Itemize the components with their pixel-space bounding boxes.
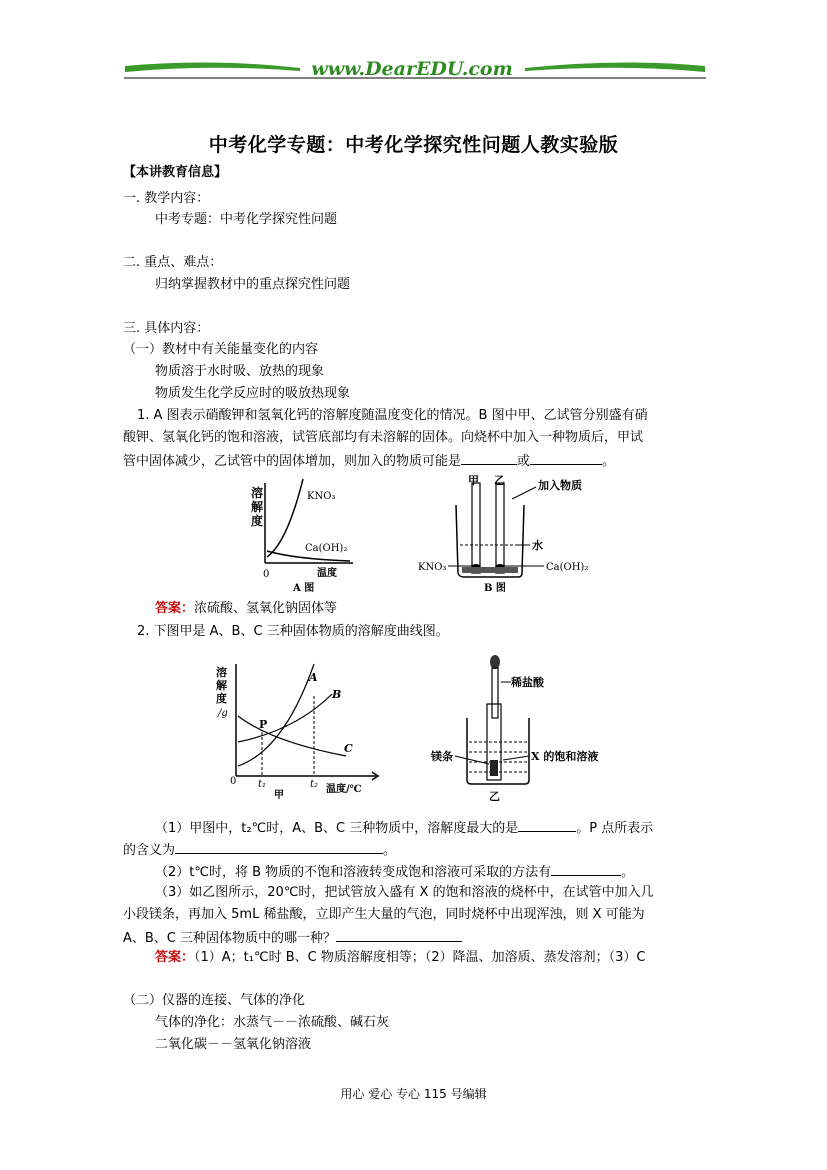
- q2-blank1[interactable]: [518, 817, 576, 832]
- svg-text:解: 解: [251, 500, 264, 514]
- svg-text:t₁: t₁: [258, 779, 267, 790]
- q1-answer: 答案：浓硫酸、氢氧化钠固体等: [155, 601, 338, 616]
- sub1-l2: 物质发生化学反应时的吸放热现象: [155, 386, 351, 401]
- svg-text:A: A: [309, 671, 318, 684]
- svg-text:Ca(OH)₂: Ca(OH)₂: [546, 562, 589, 573]
- s2-text: 归纳掌握教材中的重点探究性问题: [155, 277, 351, 292]
- s1-label: 一. 教学内容：: [123, 191, 210, 206]
- svg-text:温度/℃: 温度/℃: [326, 784, 362, 795]
- section-head: 【本讲教育信息】: [123, 165, 228, 180]
- svg-text:B 图: B 图: [484, 583, 506, 594]
- svg-text:t₂: t₂: [310, 779, 319, 790]
- tube-yi: [496, 483, 504, 573]
- tube-jia: [472, 483, 480, 573]
- q2-line1: 2. 下图甲是 A、B、C 三种固体物质的溶解度曲线图。: [137, 624, 449, 639]
- svg-text:B: B: [332, 688, 342, 701]
- svg-text:解: 解: [216, 679, 227, 692]
- sub2-label: （二）仪器的连接、气体的净化: [123, 993, 306, 1008]
- q2-p3-l1: （3）如乙图所示，20℃时，把试管放入盛有 X 的饱和溶液的烧杯中，在试管中加入几: [155, 885, 654, 900]
- svg-text:Ca(OH)₂: Ca(OH)₂: [305, 543, 348, 554]
- header-banner: [120, 52, 710, 84]
- q2-p1: （1）甲图中，t₂℃时，A、B、C 三种物质中，溶解度最大的是 。P 点所表示: [155, 817, 653, 839]
- s1-text: 中考专题：中考化学探究性问题: [155, 212, 338, 227]
- figure-jia: [212, 660, 392, 800]
- curve-c: [238, 716, 346, 756]
- page-title: 中考化学专题：中考化学探究性问题人教实验版: [208, 134, 619, 156]
- svg-text:X 的饱和溶液: X 的饱和溶液: [531, 750, 599, 763]
- figure-a: [225, 475, 365, 595]
- svg-text:KNO₃: KNO₃: [307, 491, 336, 502]
- sub2-l2: 二氧化碳－－氢氧化钠溶液: [155, 1037, 312, 1052]
- left-swoosh: [125, 62, 300, 72]
- q2-p2: （2）t℃时，将 B 物质的不饱和溶液转变成饱和溶液可采取的方法有 。: [155, 861, 634, 883]
- s3-label: 三. 具体内容：: [123, 321, 210, 336]
- svg-text:0: 0: [263, 569, 270, 580]
- svg-text:A 图: A 图: [293, 583, 315, 594]
- right-swoosh: [525, 62, 705, 72]
- q1-line1: 1. A 图表示硝酸钾和氢氧化钙的溶解度随温度变化的情况。B 图中甲、乙试管分别盛有硝: [137, 408, 648, 423]
- s2-label: 二. 重点、难点：: [123, 255, 223, 270]
- curve-a: [238, 664, 314, 766]
- figure-yi: [425, 652, 615, 802]
- q2-p3-l2: 小段镁条，再加入 5mL 稀盐酸，立即产生大量的气泡，同时烧杯中出现浑浊，则 X 可能为: [123, 907, 645, 922]
- kno3-curve: [267, 479, 303, 557]
- svg-text:甲: 甲: [274, 790, 284, 800]
- svg-text:镁条: 镁条: [431, 750, 453, 763]
- q2-blank2[interactable]: [175, 839, 383, 854]
- q2-p3-l3: A、B、C 三种固体物质中的哪一种？: [123, 927, 462, 949]
- q1-blank2[interactable]: [530, 450, 602, 465]
- svg-text:/g: /g: [218, 708, 228, 719]
- svg-text:加入物质: 加入物质: [538, 479, 582, 492]
- svg-text:甲: 甲: [468, 475, 479, 487]
- svg-text:乙: 乙: [489, 790, 500, 802]
- svg-text:度: 度: [216, 692, 227, 705]
- page-footer: 用心 爱心 专心 115 号编辑: [340, 1087, 487, 1101]
- svg-text:水: 水: [532, 539, 543, 552]
- q2-blank3[interactable]: [551, 861, 621, 876]
- svg-text:稀盐酸: 稀盐酸: [511, 676, 544, 689]
- sub1-label: （一）教材中有关能量变化的内容: [123, 342, 319, 357]
- svg-text:P: P: [259, 718, 268, 731]
- svg-text:溶: 溶: [251, 486, 264, 500]
- svg-text:度: 度: [251, 514, 264, 528]
- dropper-bulb: [490, 655, 500, 669]
- q1-line2: 酸钾、氢氧化钙的饱和溶液，试管底部均有未溶解的固体。向烧杯中加入一种物质后，甲试: [123, 430, 644, 445]
- svg-text:KNO₃: KNO₃: [418, 562, 447, 573]
- svg-text:乙: 乙: [494, 475, 505, 487]
- svg-text:温度: 温度: [317, 568, 337, 579]
- curve-b: [238, 694, 332, 742]
- svg-text:0: 0: [230, 776, 237, 787]
- sub2-l1: 气体的净化：水蒸气－－浓硫酸、碱石灰: [155, 1015, 390, 1030]
- figure-b: [418, 475, 598, 597]
- site-logo: www.DearEDU.com: [311, 58, 513, 80]
- svg-text:C: C: [344, 742, 353, 755]
- q2-answer: 答案：（1）A；t₁℃时 B、C 物质溶解度相等；（2）降温、加溶质、蒸发溶剂；（3）C: [155, 950, 646, 965]
- sub1-l1: 物质溶于水时吸、放热的现象: [155, 364, 325, 379]
- q2-blank4[interactable]: [336, 927, 462, 942]
- q1-blank1[interactable]: [461, 450, 517, 465]
- q1-line3: 管中固体减少，乙试管中的固体增加，则加入的物质可能是 或 。: [123, 450, 615, 472]
- q2-p1-cont: 的含义为 。: [123, 839, 396, 861]
- svg-text:溶: 溶: [216, 666, 227, 679]
